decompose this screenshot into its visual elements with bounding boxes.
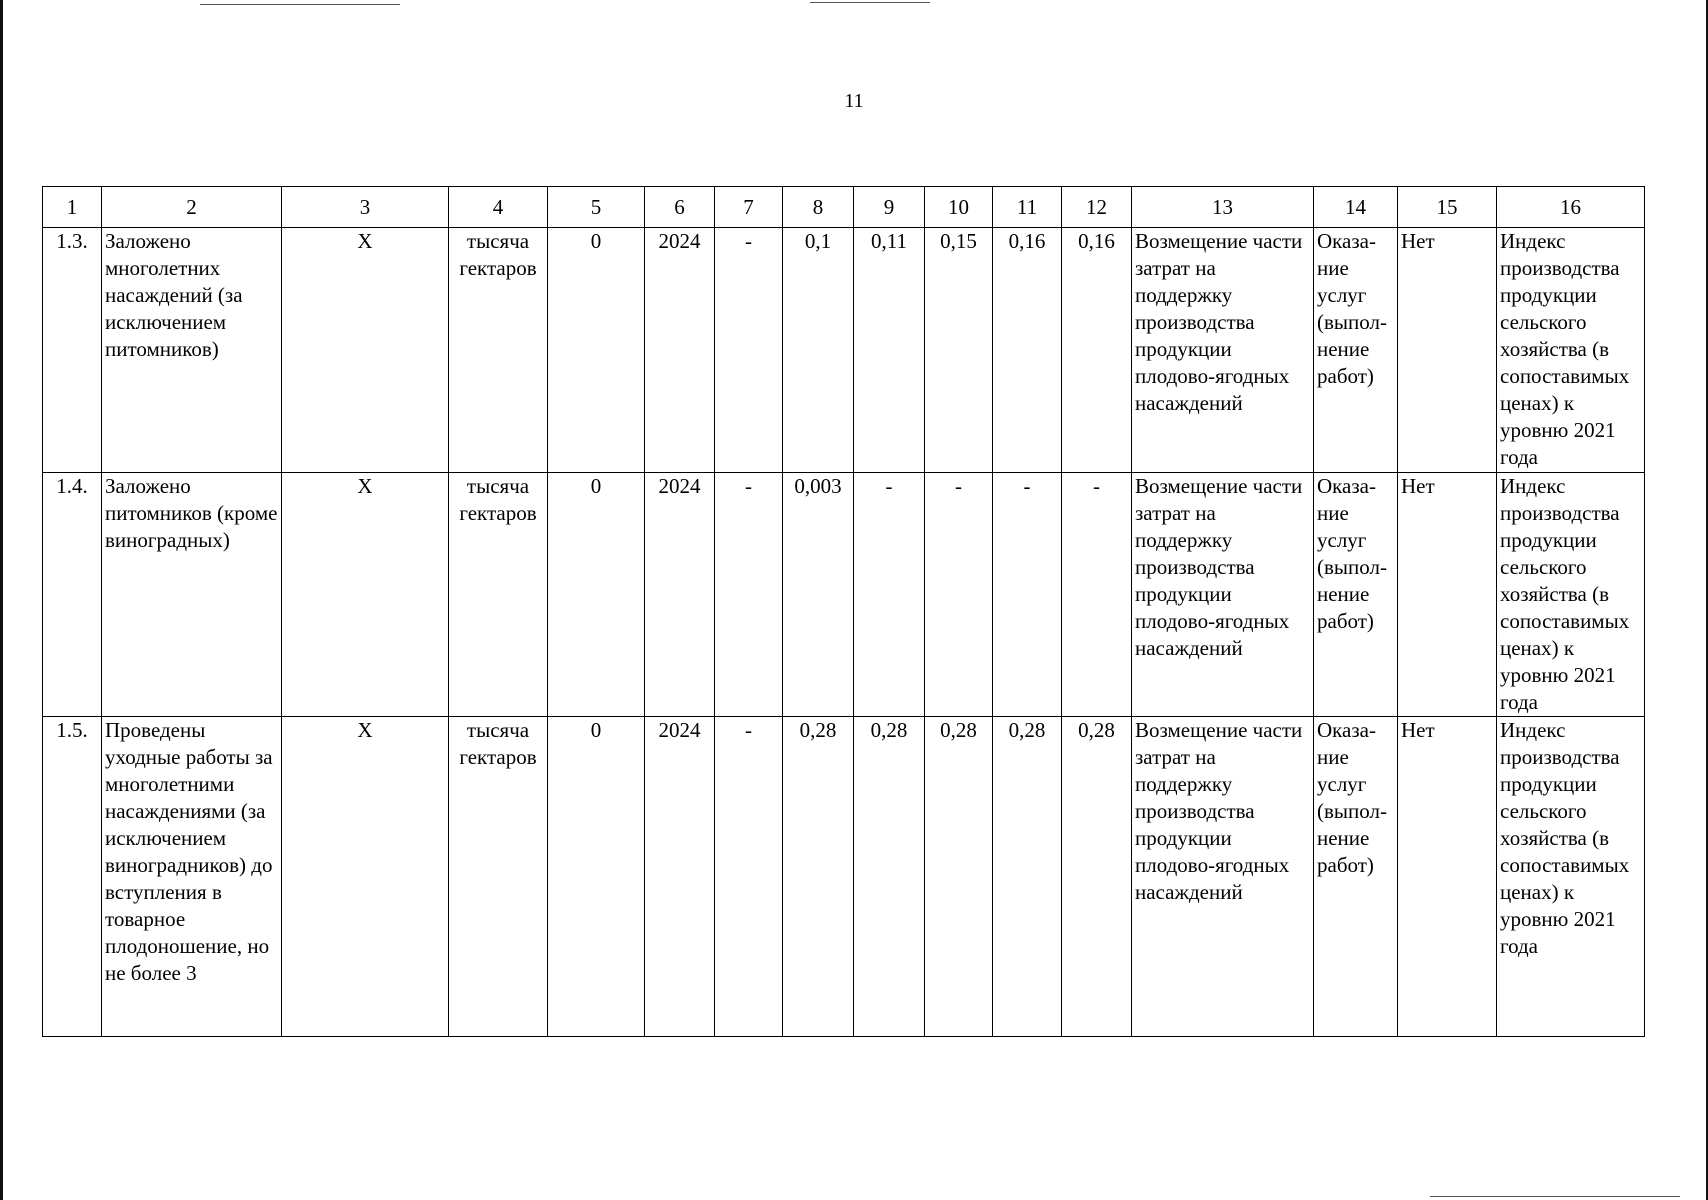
- cell-col3: Х: [282, 717, 449, 1037]
- column-number-header: 16: [1497, 187, 1645, 228]
- cell-col12: -: [1062, 473, 1132, 717]
- cell-col9: 0,11: [854, 228, 925, 473]
- measure-cell: Возмещение части затрат на поддержку производства продукции плодово-ягодных насаждений: [1132, 228, 1314, 473]
- table-header-row: [43, 187, 1645, 228]
- column-number-header: 7: [715, 187, 783, 228]
- cell-col9: 0,28: [854, 717, 925, 1037]
- indicator-name: Заложено питомников (кроме виноградных): [102, 473, 282, 717]
- cell-col7: -: [715, 473, 783, 717]
- column-number-header: 2: [102, 187, 282, 228]
- cell-col3: Х: [282, 473, 449, 717]
- measure-cell: Возмещение части затрат на поддержку производства продукции плодово-ягодных насаждений: [1132, 717, 1314, 1037]
- scan-edge-left: [0, 0, 3, 1200]
- column-number-header: 9: [854, 187, 925, 228]
- cell-col12: 0,16: [1062, 228, 1132, 473]
- cell-col5: 0: [548, 717, 645, 1037]
- cell-col3: Х: [282, 228, 449, 473]
- cell-col10: 0,15: [925, 228, 993, 473]
- column-number-header: 8: [783, 187, 854, 228]
- row-number: 1.3.: [43, 228, 102, 473]
- indicator-name: Проведены уходные работы за многолетними насаждениями (за исключением виноградников) до вступления в товарное плодоношение, но не более 3: [102, 717, 282, 1037]
- column-number-header: 10: [925, 187, 993, 228]
- column-number-header: 13: [1132, 187, 1314, 228]
- scan-artifact-line: [200, 4, 400, 5]
- column-number-header: 4: [449, 187, 548, 228]
- measure-type-cell: Оказа-ние услуг (выпол-нение работ): [1314, 473, 1398, 717]
- column-number-header: 12: [1062, 187, 1132, 228]
- cell-col11: -: [993, 473, 1062, 717]
- row-number: 1.4.: [43, 473, 102, 717]
- cell-col7: -: [715, 228, 783, 473]
- year-cell: 2024: [645, 717, 715, 1037]
- table-row: [43, 228, 1645, 473]
- scan-artifact-line: [810, 2, 930, 3]
- cell-col11: 0,28: [993, 717, 1062, 1037]
- cell-col15: Нет: [1398, 473, 1497, 717]
- cell-col9: -: [854, 473, 925, 717]
- table-row: [43, 473, 1645, 717]
- cell-col8: 0,1: [783, 228, 854, 473]
- column-number-header: 15: [1398, 187, 1497, 228]
- cell-col15: Нет: [1398, 228, 1497, 473]
- year-cell: 2024: [645, 228, 715, 473]
- row-number: 1.5.: [43, 717, 102, 1037]
- cell-col15: Нет: [1398, 717, 1497, 1037]
- cell-col10: -: [925, 473, 993, 717]
- table-row: [43, 717, 1645, 1037]
- column-number-header: 3: [282, 187, 449, 228]
- cell-col11: 0,16: [993, 228, 1062, 473]
- unit-cell: тысяча гектаров: [449, 473, 548, 717]
- cell-col5: 0: [548, 473, 645, 717]
- cell-col5: 0: [548, 228, 645, 473]
- linked-indicator-cell: Индекс производства продукции сельского хозяйства (в сопоставимых ценах) к уровню 2021 года: [1497, 717, 1645, 1037]
- column-number-header: 11: [993, 187, 1062, 228]
- linked-indicator-cell: Индекс производства продукции сельского хозяйства (в сопоставимых ценах) к уровню 2021 года: [1497, 228, 1645, 473]
- unit-cell: тысяча гектаров: [449, 717, 548, 1037]
- cell-col10: 0,28: [925, 717, 993, 1037]
- column-number-header: 14: [1314, 187, 1398, 228]
- page-number: 11: [844, 90, 864, 112]
- year-cell: 2024: [645, 473, 715, 717]
- column-number-header: 6: [645, 187, 715, 228]
- cell-col8: 0,28: [783, 717, 854, 1037]
- unit-cell: тысяча гектаров: [449, 228, 548, 473]
- cell-col8: 0,003: [783, 473, 854, 717]
- measure-cell: Возмещение части затрат на поддержку производства продукции плодово-ягодных насаждений: [1132, 473, 1314, 717]
- indicators-table: [42, 186, 1645, 1037]
- measure-type-cell: Оказа-ние услуг (выпол-нение работ): [1314, 717, 1398, 1037]
- measure-type-cell: Оказа-ние услуг (выпол-нение работ): [1314, 228, 1398, 473]
- column-number-header: 1: [43, 187, 102, 228]
- cell-col7: -: [715, 717, 783, 1037]
- linked-indicator-cell: Индекс производства продукции сельского хозяйства (в сопоставимых ценах) к уровню 2021 года: [1497, 473, 1645, 717]
- column-number-header: 5: [548, 187, 645, 228]
- cell-col12: 0,28: [1062, 717, 1132, 1037]
- scan-artifact-line: [1430, 1196, 1680, 1197]
- indicator-name: Заложено многолетних насаждений (за исключением питомников): [102, 228, 282, 473]
